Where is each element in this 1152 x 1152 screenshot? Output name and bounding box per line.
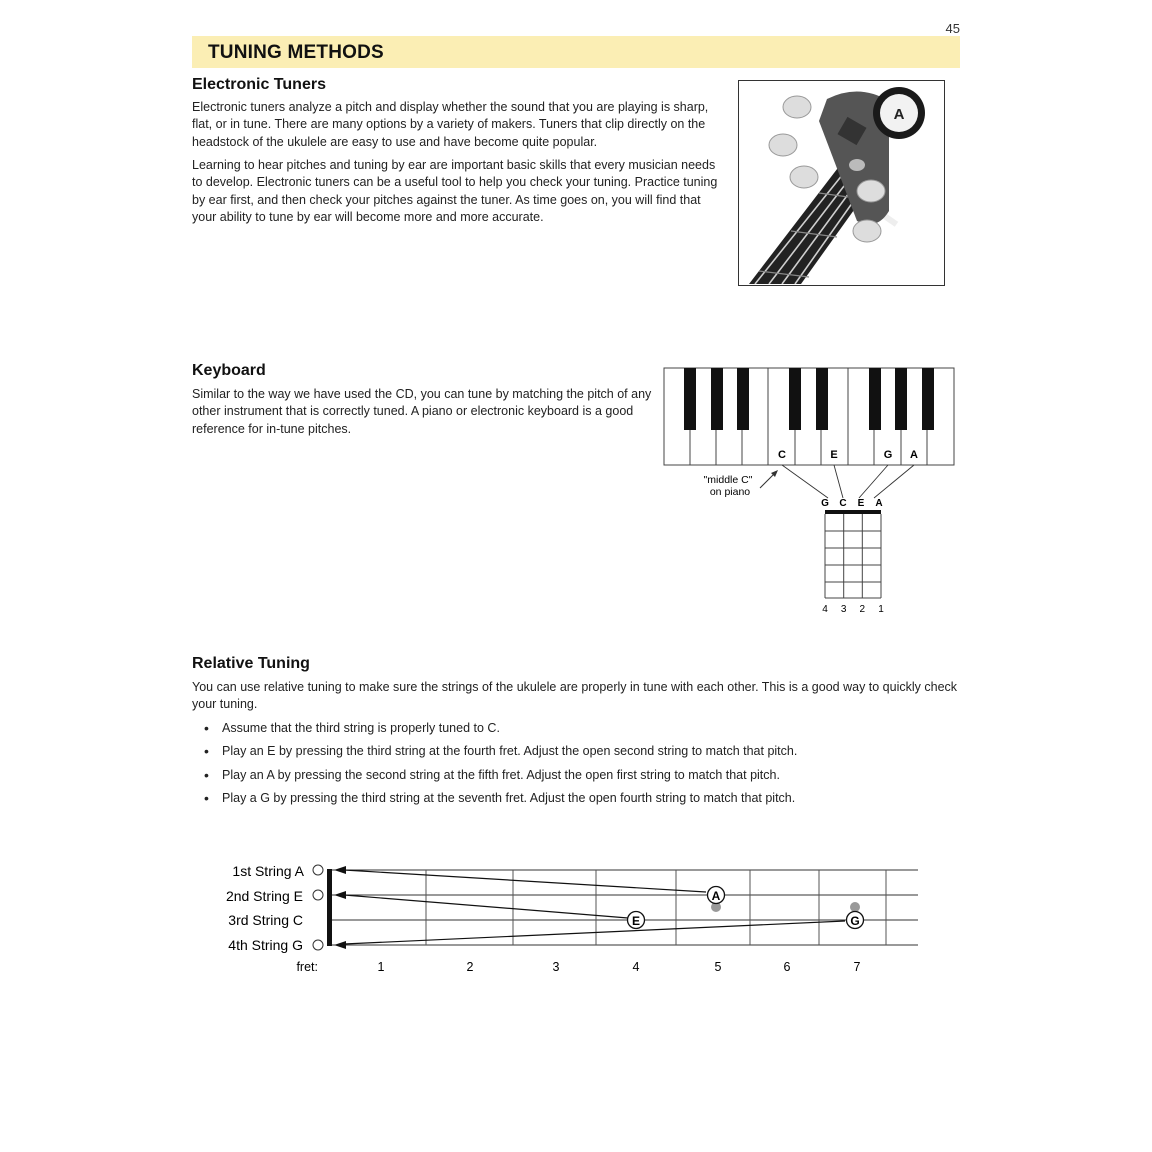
fret-number-3: 3 bbox=[552, 960, 560, 974]
note-a-marker: A bbox=[711, 889, 721, 903]
tuner-display-letter: A bbox=[893, 106, 905, 123]
section-title: TUNING METHODS bbox=[208, 42, 384, 63]
string-number-4: 4 bbox=[822, 604, 828, 615]
relative-tuning-intro: You can use relative tuning to make sure the strings of the ukulele are properly in tune with each other. This is a good way to quickly check your tuning. bbox=[192, 680, 958, 712]
string-label-a: A bbox=[875, 498, 883, 509]
keyboard-diagram bbox=[650, 360, 960, 620]
note-e-marker: E bbox=[631, 914, 641, 928]
string-label-e: E bbox=[857, 498, 865, 509]
relative-tuning-fretboard bbox=[200, 855, 930, 980]
fret-number-4: 4 bbox=[632, 960, 640, 974]
fret-number-7: 7 bbox=[853, 960, 861, 974]
ukulele-fretboard-chart bbox=[825, 510, 881, 598]
fret-label: fret: bbox=[296, 960, 318, 974]
string-number-2: 2 bbox=[859, 604, 866, 615]
middle-c-label: "middle C" bbox=[703, 474, 753, 486]
note-g-marker: G bbox=[850, 914, 860, 928]
list-item: • Play an E by pressing the third string at the fourth fret. Adjust the open second string to match that pitch. bbox=[204, 743, 798, 760]
bullet-icon: • bbox=[204, 789, 209, 806]
list-item: • Play a G by pressing the third string at the seventh fret. Adjust the open fourth string to match that pitch. bbox=[204, 789, 796, 806]
bullet-icon: • bbox=[204, 766, 209, 783]
electronic-tuners-paragraph-1: Electronic tuners analyze a pitch and display whether the sound that you are playing is sharp, flat, or in tune. There are many options by a variety of makers. Tuners that clip directly on the headstock of the ukulele are easy to use and have become quite popular. bbox=[192, 100, 709, 149]
string-number-3: 3 bbox=[840, 604, 847, 615]
string-name-4: 4th String G bbox=[228, 937, 303, 953]
section-banner bbox=[192, 36, 960, 68]
fret-number-5: 5 bbox=[714, 960, 722, 974]
key-label-a: A bbox=[910, 449, 918, 461]
string-number-1: 1 bbox=[878, 604, 884, 615]
fret-number-1: 1 bbox=[377, 960, 385, 974]
key-label-e: E bbox=[830, 449, 838, 461]
relative-tuning-steps bbox=[192, 720, 952, 813]
middle-c-sublabel: on piano bbox=[709, 486, 751, 498]
string-name-1: 1st String A bbox=[232, 863, 304, 879]
key-label-c: C bbox=[778, 449, 786, 461]
string-label-c: C bbox=[839, 498, 847, 509]
string-name-2: 2nd String E bbox=[225, 888, 303, 904]
string-name-3: 3rd String C bbox=[228, 912, 303, 928]
relative-tuning-heading: Relative Tuning bbox=[192, 655, 310, 672]
electronic-tuners-heading: Electronic Tuners bbox=[192, 76, 326, 93]
string-label-g: G bbox=[821, 498, 829, 509]
electronic-tuners-paragraph-2: Learning to hear pitches and tuning by ear are important basic skills that every musician needs to develop. Electronic tuners can be a useful tool to help you check your tuning. Practice tuning by ear first, and then check your pitches against the tuner. As time goes on, you will find that your ability to tune by ear will become more and more accurate. bbox=[192, 158, 718, 224]
fret-number-2: 2 bbox=[466, 960, 474, 974]
page-number: 45 bbox=[945, 21, 960, 36]
keyboard-heading: Keyboard bbox=[192, 362, 266, 379]
list-item: • Play an A by pressing the second string at the fifth fret. Adjust the open first string to match that pitch. bbox=[204, 766, 780, 783]
list-item: • Assume that the third string is properly tuned to C. bbox=[204, 720, 500, 736]
bullet-icon: • bbox=[204, 720, 209, 736]
clip-on-tuner-photo bbox=[738, 80, 945, 286]
bullet-icon: • bbox=[204, 743, 209, 760]
fret-number-6: 6 bbox=[783, 960, 791, 974]
keyboard-paragraph: Similar to the way we have used the CD, you can tune by matching the pitch of any other instrument that is correctly tuned. A piano or electronic keyboard is a good reference for in-tune pitches. bbox=[192, 387, 652, 436]
key-label-g: G bbox=[883, 449, 893, 461]
